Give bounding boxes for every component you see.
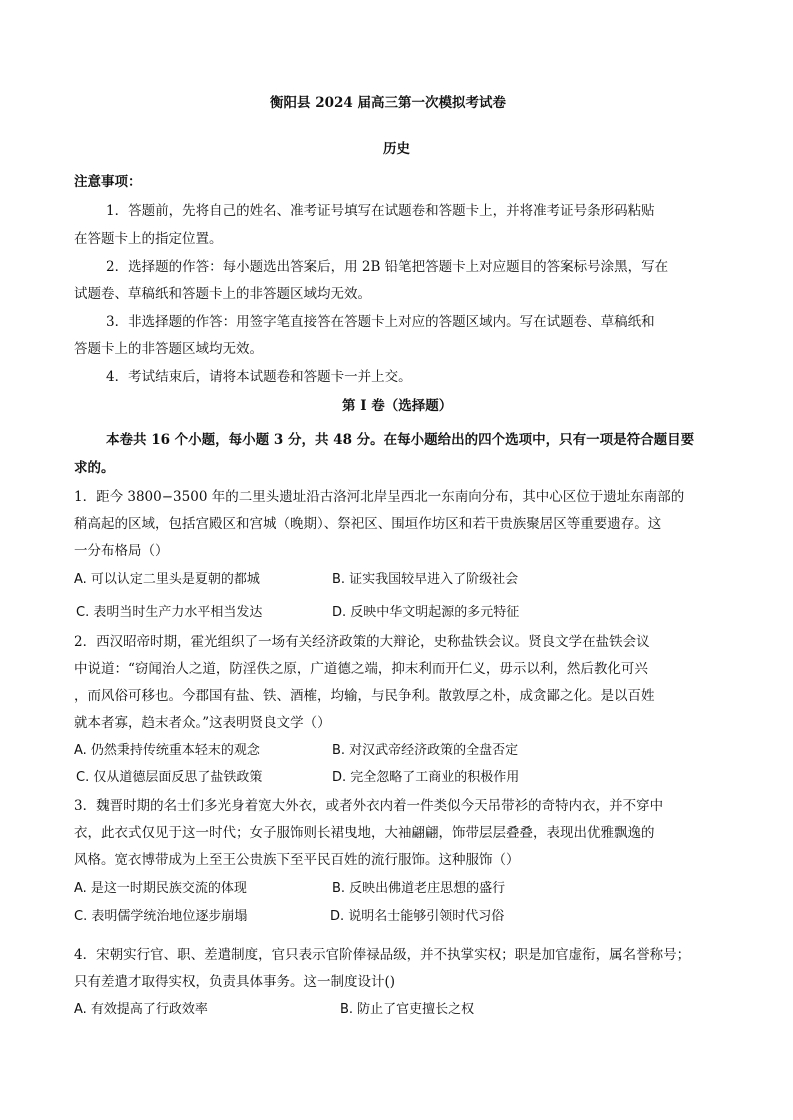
notes-line: 1．答题前，先将自己的姓名、准考证号填写在试题卷和答题卡上，并将准考证号条形码粘贴 [106,203,655,219]
notes-line: 答题卡上的非答题区域均无效。 [74,341,263,357]
notes-line: 3．非选择题的作答：用签字笔直接答在答题卡上对应的答题区域内。写在试题卷、草稿纸和 [106,314,655,330]
notes-line: 在答题卡上的指定位置。 [74,231,223,247]
notes-line: 2．选择题的作答：每小题选出答案后，用 2B 铅笔把答题卡上对应题目的答案标号涂黑，写在 [106,259,669,275]
option-b: B. 防止了官吏擅长之权 [340,1002,475,1017]
notes-line: 4．考试结束后，请将本试题卷和答题卡一并上交。 [106,369,412,385]
option-c: C. 表明儒学统治地位逐步崩塌 [74,909,248,924]
option-d: D. 反映中华文明起源的多元特征 [332,605,520,620]
exam-title: 衡阳县 2024 届高三第一次模拟考试卷 [270,95,506,111]
question-stem: 就本者寡，趋末者众。”这表明贤良文学（） [74,715,331,731]
option-c: C. 仅从道德层面反思了盐铁政策 [76,770,263,785]
option-d: D. 完全忽略了工商业的积极作用 [332,770,520,785]
subject-title: 历史 [383,141,410,157]
option-b: B. 反映出佛道老庄思想的盛行 [332,881,506,896]
question-stem: 衣，此衣式仅见于这一时代；女子服饰则长裙曳地，大袖翩翩，饰带层层叠叠，表现出优雅飘逸的 [74,825,655,841]
section-instructions: 求的。 [74,460,115,476]
question-stem: 稍高起的区域，包括宫殿区和宫城（晚期）、祭祀区、围垣作坊区和若干贵族聚居区等重要遗存。这 [74,516,662,532]
question-stem: 只有差遣才取得实权，负责具体事务。这一制度设计() [74,974,396,990]
option-b: B. 对汉武帝经济政策的全盘否定 [332,743,519,758]
question-stem: 一分布格局（） [74,543,169,559]
option-c: C. 表明当时生产力水平相当发达 [76,605,263,620]
option-d: D. 说明名士能够引领时代习俗 [330,909,505,924]
option-a: A. 仍然秉持传统重本轻末的观念 [74,743,260,758]
question-stem: 3．魏晋时期的名士们多光身着宽大外衣，或者外衣内着一件类似今天吊带衫的奇特内衣，并不穿中 [74,798,664,814]
question-stem: 1．距今 3800−3500 年的二里头遗址沿古洛河北岸呈西北一东南向分布，其中心区位于遗址东南部的 [74,489,685,505]
question-stem: 2．西汉昭帝时期，霍光组织了一场有关经济政策的大辩论，史称盐铁会议。贤良文学在盐铁会议 [74,634,650,650]
notes-line: 试题卷、草稿纸和答题卡上的非答题区域均无效。 [74,286,371,302]
notes-heading: 注意事项： [74,174,142,190]
option-a: A. 有效提高了行政效率 [74,1002,208,1017]
question-stem: 风格。宽衣博带成为上至王公贵族下至平民百姓的流行服饰。这种服饰（） [74,852,520,868]
question-stem: 中说道：“窃闻治人之道，防淫佚之原，广道德之端，抑末利而开仁义，毋示以利，然后教化可兴 [74,661,648,677]
section-instructions: 本卷共 16 个小题，每小题 3 分，共 48 分。在每小题给出的四个选项中，只有一项是符合题目要 [106,432,695,448]
question-stem: 4．宋朝实行官、职、差遣制度，官只表示官阶俸禄品级，并不执掌实权；职是加官虚衔，属名誉称号； [74,947,691,963]
question-stem: ，而风俗可移也。今郡国有盐、铁、酒榷，均输，与民争利。散敦厚之朴，成贪鄙之化。是以百姓 [74,688,655,704]
option-b: B. 证实我国较早进入了阶级社会 [332,572,519,587]
option-a: A. 是这一时期民族交流的体现 [74,881,247,896]
option-a: A. 可以认定二里头是夏朝的都城 [74,572,260,587]
section-title: 第 I 卷（选择题） [342,398,453,414]
